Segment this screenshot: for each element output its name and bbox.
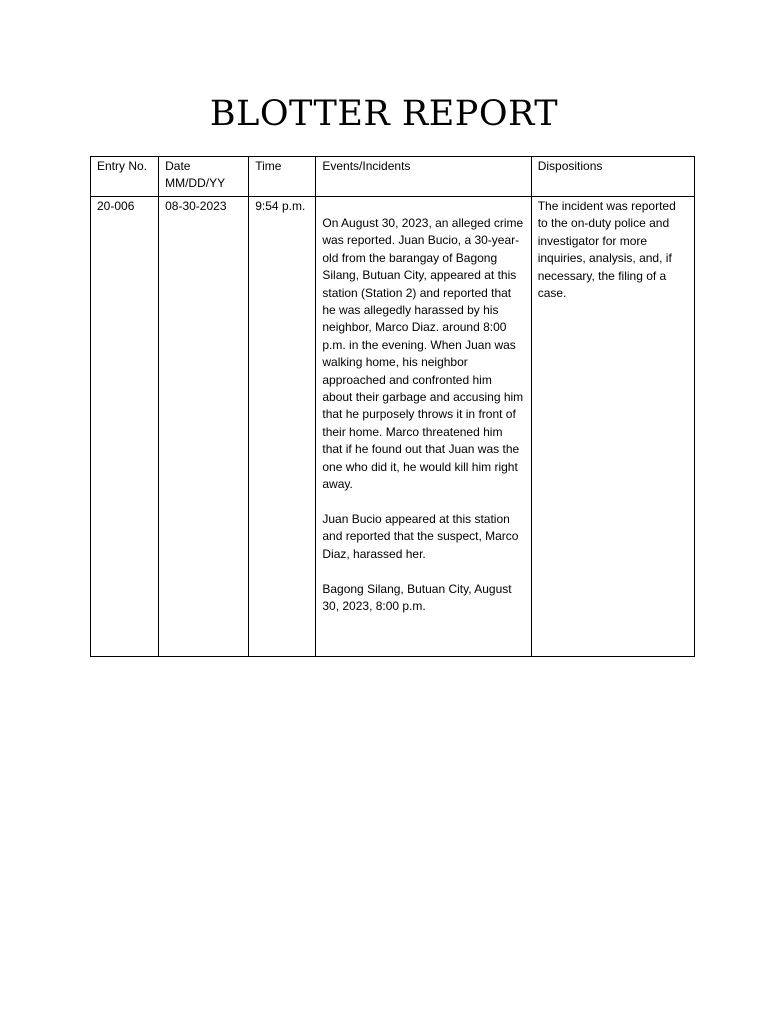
blotter-table <box>90 156 695 657</box>
cell-time: 9:54 p.m. <box>249 197 316 657</box>
header-events: Events/Incidents <box>316 157 531 197</box>
header-entry-no: Entry No. <box>91 157 159 197</box>
header-time: Time <box>249 157 316 197</box>
events-body <box>322 198 524 615</box>
events-paragraph: Bagong Silang, Butuan City, August 30, 2023, 8:00 p.m. <box>322 581 512 613</box>
header-date-label: Date <box>165 159 191 173</box>
header-date <box>159 157 249 197</box>
table-row <box>91 197 695 657</box>
cell-dispositions: The incident was reported to the on-duty police and investigator for more inquiries, analysis, and, if necessary, the filing of a case. <box>531 197 694 657</box>
events-paragraph: Juan Bucio appeared at this station and reported that the suspect, Marco Diaz, harassed her. <box>322 511 519 561</box>
header-date-format: MM/DD/YY <box>165 176 226 191</box>
cell-date: 08-30-2023 <box>159 197 249 657</box>
events-paragraph: On August 30, 2023, an alleged crime was reported. Juan Bucio, a 30-year-old from the barangay of Bagong Silang, Butuan City, appeared at this station (Station 2) and reported that he was allegedly harassed by his neighbor, Marco Diaz. around 8:00 p.m. in the evening. When Juan was walking home, his neighbor approached and confronted him about their garbage and accusing him that he purposely throws it in front of their home. Marco threatened him that if he found out that Juan was the one who did it, he would kill him right away. <box>322 216 524 492</box>
cell-entry-no: 20-006 <box>91 197 159 657</box>
page-title: BLOTTER REPORT <box>209 94 559 134</box>
cell-events <box>316 197 531 657</box>
header-dispositions: Dispositions <box>531 157 694 197</box>
table-header-row <box>91 157 695 197</box>
